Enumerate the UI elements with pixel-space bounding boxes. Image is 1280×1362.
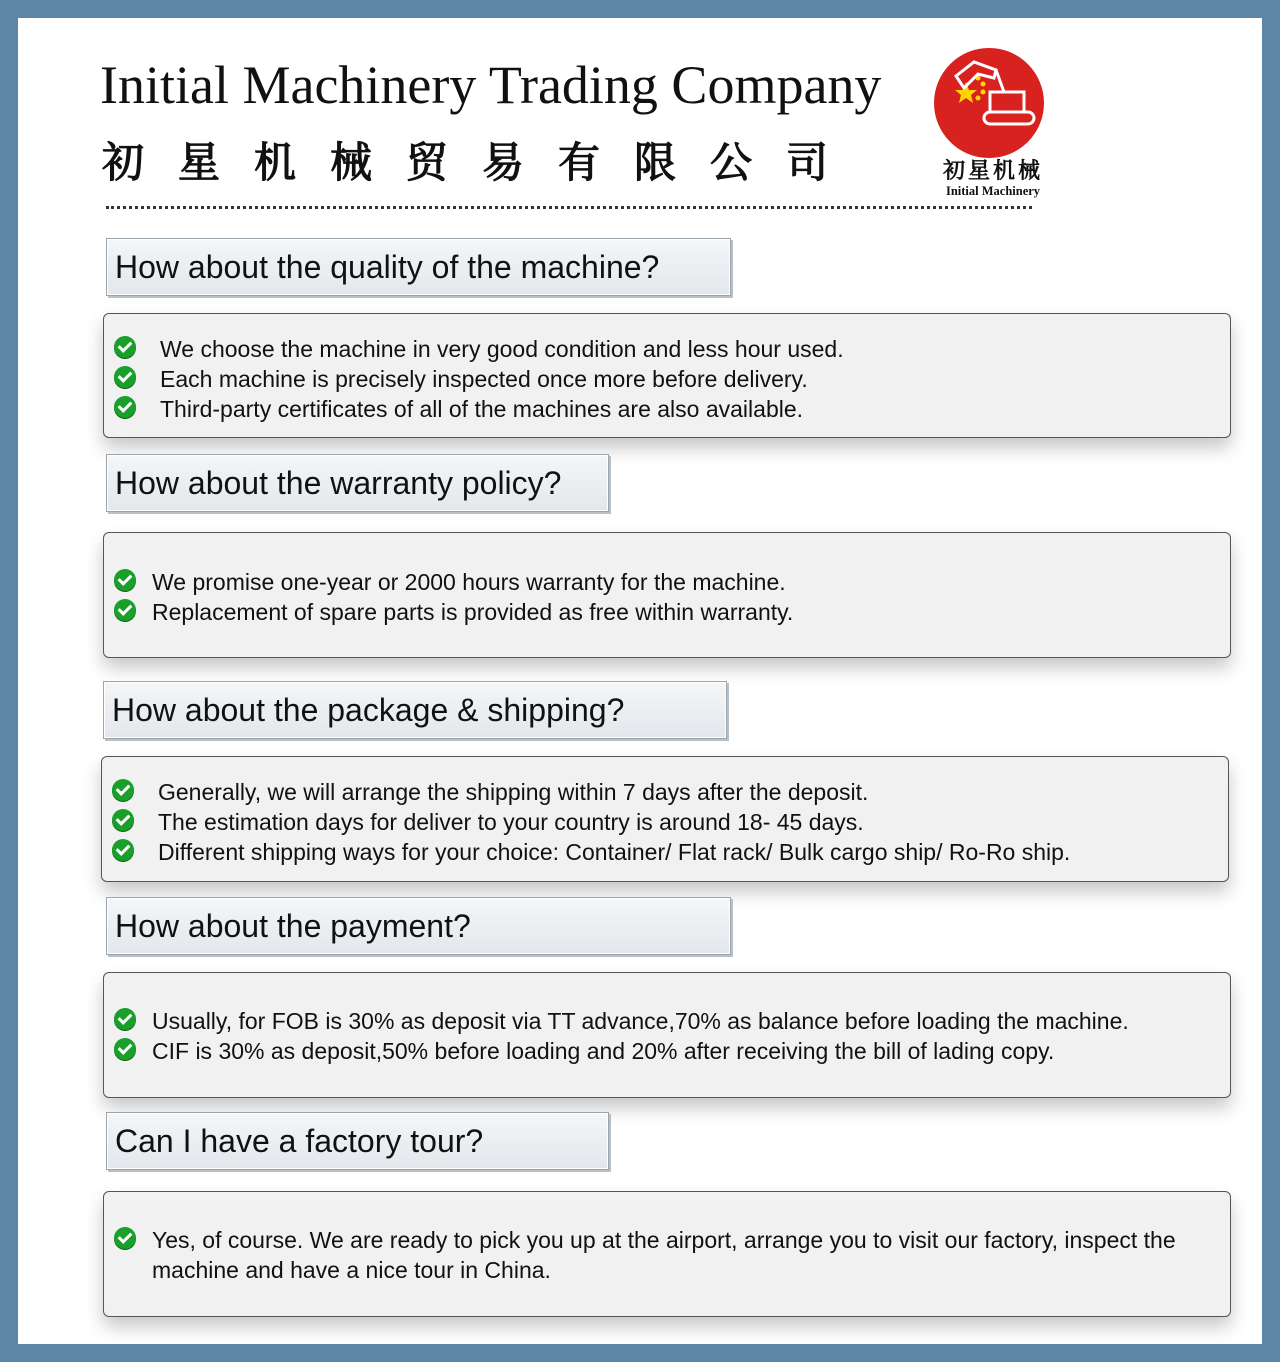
check-circle-icon — [114, 336, 136, 358]
question-payment — [106, 897, 731, 955]
check-circle-icon — [114, 569, 136, 591]
faq-page — [18, 18, 1262, 1344]
question-quality — [106, 238, 731, 296]
answer-text: Generally, we will arrange the shipping within 7 days after the deposit. — [158, 779, 869, 805]
answer-text: Replacement of spare parts is provided as free within warranty. — [152, 599, 794, 625]
list-item — [102, 807, 1228, 837]
list-item — [104, 1036, 1230, 1066]
list-item — [104, 364, 1230, 394]
check-circle-icon — [114, 1008, 136, 1030]
list-item — [104, 334, 1230, 364]
list-item — [102, 777, 1228, 807]
excavator-icon — [934, 48, 1044, 158]
list-item — [104, 1225, 1230, 1285]
list-item — [104, 394, 1230, 424]
answer-shipping — [101, 756, 1229, 882]
answer-warranty — [103, 532, 1231, 658]
answer-text: We choose the machine in very good condition and less hour used. — [160, 336, 844, 362]
company-logo — [928, 48, 1058, 208]
answer-text: The estimation days for deliver to your country is around 18- 45 days. — [158, 809, 864, 835]
answer-factory-tour — [103, 1191, 1231, 1317]
answer-text: Yes, of course. We are ready to pick you up at the airport, arrange you to visit our factory, inspect the machine and have a nice tour in China. — [152, 1227, 1176, 1283]
check-circle-icon — [112, 839, 134, 861]
logo-chinese-text: 初星机械 — [942, 158, 1043, 184]
question-text: How about the quality of the machine? — [115, 248, 660, 285]
question-text: How about the package & shipping? — [112, 691, 625, 728]
answer-text: Third-party certificates of all of the machines are also available. — [160, 396, 804, 422]
check-circle-icon — [114, 366, 136, 388]
check-circle-icon — [114, 1227, 136, 1249]
answer-text: We promise one-year or 2000 hours warranty for the machine. — [152, 569, 786, 595]
question-text: Can I have a factory tour? — [115, 1122, 484, 1159]
check-circle-icon — [114, 1038, 136, 1060]
question-shipping — [103, 681, 727, 739]
logo-english-text: Initial Machinery — [945, 184, 1041, 198]
list-item — [104, 1006, 1230, 1036]
answer-payment — [103, 972, 1231, 1098]
answer-text: Usually, for FOB is 30% as deposit via TT advance,70% as balance before loading the machine. — [152, 1008, 1129, 1034]
answer-text: Different shipping ways for your choice: Container/ Flat rack/ Bulk cargo ship/ Ro-Ro ship. — [158, 839, 1071, 865]
divider — [106, 206, 1032, 209]
question-text: How about the payment? — [115, 907, 471, 944]
company-title: Initial Machinery Trading Company — [100, 55, 882, 115]
check-circle-icon — [112, 809, 134, 831]
list-item — [104, 567, 1230, 597]
answer-text: Each machine is precisely inspected once more before delivery. — [160, 366, 808, 392]
list-item — [104, 597, 1230, 627]
company-title-chinese: 初星机械贸易有限公司 — [102, 138, 863, 187]
list-item — [102, 837, 1228, 867]
question-factory-tour — [106, 1112, 609, 1170]
check-circle-icon — [114, 396, 136, 418]
question-warranty — [106, 454, 609, 512]
check-circle-icon — [114, 599, 136, 621]
answer-quality — [103, 313, 1231, 438]
logo-circle — [934, 48, 1044, 158]
check-circle-icon — [112, 779, 134, 801]
question-text: How about the warranty policy? — [115, 464, 562, 501]
answer-text: CIF is 30% as deposit,50% before loading and 20% after receiving the bill of lading copy. — [152, 1038, 1055, 1064]
